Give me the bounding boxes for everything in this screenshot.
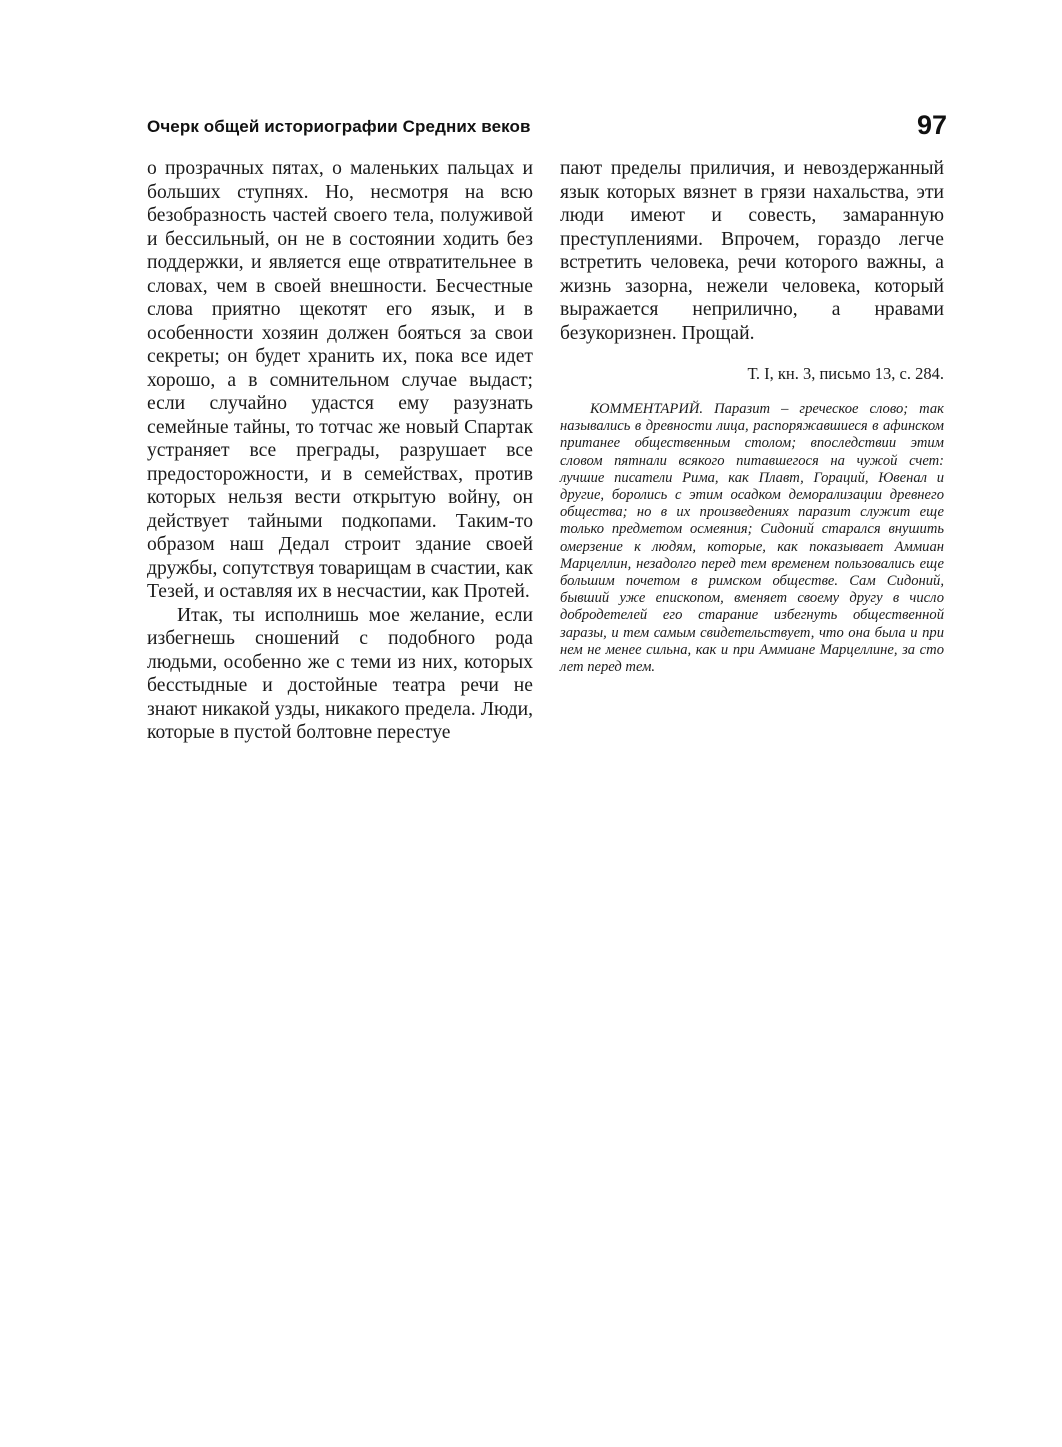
source-reference: Т. I, кн. 3, письмо 13, с. 284. <box>747 364 944 383</box>
running-header <box>147 110 947 144</box>
commentary-label: КОММЕНТАРИЙ. <box>590 401 704 417</box>
left-column <box>147 157 533 745</box>
right-column <box>560 157 944 676</box>
commentary-text: Паразит – греческое слово; так назывались в древности лица, распоряжавшиеся в афинском пританее общественным столом; впоследствии этим словом пятнали всякого питавшегося на чужой счет: лучшие писатели Рима, как Плавт, Гораций, Ювенал и другие, боролись с этим осадком деморализации древнего общества; но в их произведениях паразит служит еще только предметом осмеяния; Сидоний старался внушить омерзение к людям, которые, как показывает Аммиан Марцеллин, незадолго перед тем временем пользовались еще большим почетом в римском обществе. Сам Сидоний, бывший уже епископом, вменяет своему другу в число добродетелей его старание избегнуть общественной заразы, и тем самым свидетельствует, что она была и при нем не менее сильна, как и при Аммиане Марцеллине, за сто лет перед тем. <box>560 401 944 676</box>
running-title: Очерк общей историографии Средних веков <box>147 117 531 136</box>
body-paragraph: о прозрачных пятах, о маленьких пальцах и больших ступнях. Но, несмотря на всю безобразность частей своего тела, полуживой и бессильный, он не в состоянии ходить без поддержки, и является еще отвратительнее в словах, чем в своей внешности. Бесчестные слова приятно щекотят его язык, и в особенности хозяин должен бояться за свои секреты; он будет хранить их, пока все идет хорошо, а в сомнительном случае выдаст; если случайно удастся ему разузнать семейные тайны, то тотчас же новый Спартак устраняет все преграды, разрушает все предосторожности, и в семействах, против которых нельзя вести открытую войну, он действует тайными подкопами. Таким-то образом наш Дедал строит здание своей дружбы, сопутствуя товарищам в счастии, как Тезей, и оставляя их в несчастии, как Протей. <box>147 158 533 602</box>
body-paragraph-continued: пают пределы приличия, и невоздержанный язык которых вязнет в грязи нахальства, эти люди имеют и совесть, замаранную преступлениями. Впрочем, гораздо легче встретить человека, речи которого важны, а жизнь зазорна, нежели человека, который выражается неприлично, а нравами безукоризнен. Прощай. <box>560 158 944 344</box>
page-number: 97 <box>916 110 947 140</box>
commentary <box>560 401 944 676</box>
body-paragraph: Итак, ты исполнишь мое желание, если избегнешь сношений с подобного рода людьми, особенно же с теми из них, которых бесстыдные и достойные театра речи не знают никакой узды, никакого предела. Люди, которые в пустой болтовне перестуе <box>147 604 533 743</box>
